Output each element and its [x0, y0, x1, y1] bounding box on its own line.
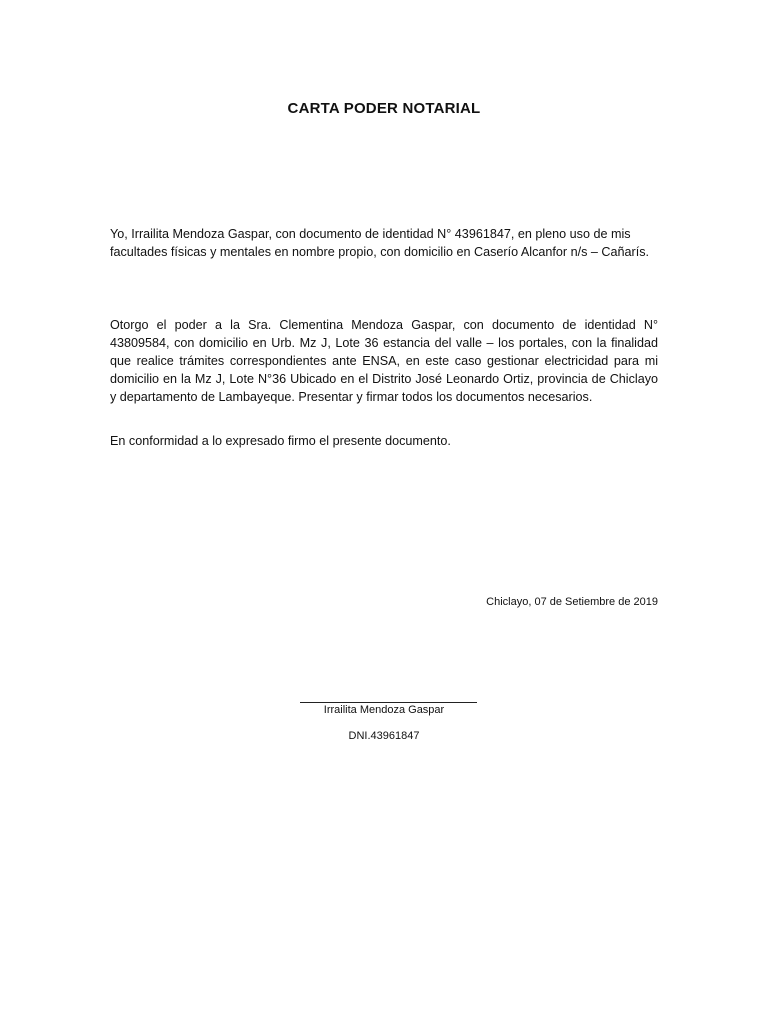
date-line: Chiclayo, 07 de Setiembre de 2019	[486, 596, 658, 608]
signer-dni: DNI.43961847	[348, 730, 420, 742]
signer-name: Irrailita Mendoza Gaspar	[323, 704, 445, 716]
signature-line	[300, 702, 477, 703]
paragraph-power-grant: Otorgo el poder a la Sra. Clementina Mendoza Gaspar, con documento de identidad N° 43809584, con domicilio en Urb. Mz J, Lote 36 estancia del valle – los portales, con la finalidad que realice trámites correspondientes ante ENSA, en este caso gestionar electricidad para mi domicilio en la Mz J, Lote N°36 Ubicado en el Distrito José Leonardo Ortiz, provincia de Chiclayo y departamento de Lambayeque. Presentar y firmar todos los documentos necesarios.	[110, 318, 658, 404]
document-title: CARTA PODER NOTARIAL	[287, 100, 481, 117]
paragraph-conformity: En conformidad a lo expresado firmo el presente documento.	[110, 434, 451, 448]
paragraph-declarant: Yo, Irrailita Mendoza Gaspar, con documento de identidad N° 43961847, en pleno uso de mis facultades físicas y mentales en nombre propio, con domicilio en Caserío Alcanfor n/s – Cañarís.	[110, 227, 650, 259]
